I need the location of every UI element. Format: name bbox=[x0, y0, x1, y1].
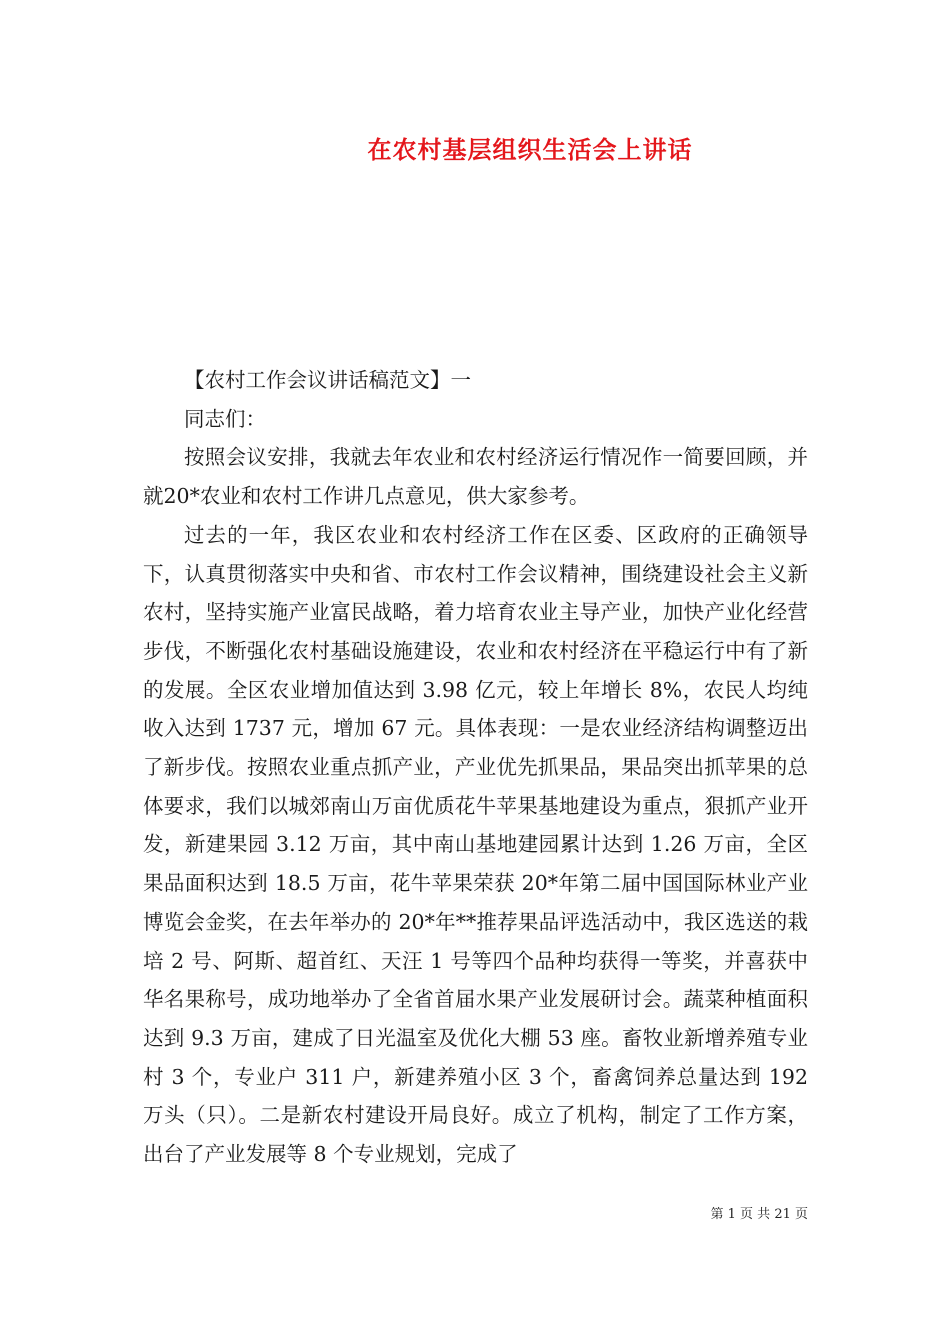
section-heading: 【农村工作会议讲话稿范文】一 bbox=[184, 368, 471, 392]
page-number: 第 1 页 共 21 页 bbox=[710, 1207, 808, 1222]
paragraph: 按照会议安排，我就去年农业和农村经济运行情况作一简要回顾，并就20*农业和农村工作讲几点意见，供大家参考。 bbox=[143, 445, 808, 509]
salutation: 同志们： bbox=[184, 406, 266, 431]
paragraph: 过去的一年，我区农业和农村经济工作在区委、区政府的正确领导下，认真贯彻落实中央和省、市农村工作会议精神，围绕建设社会主义新农村，坚持实施产业富民战略，着力培育农业主导产业，加快产业化经营步伐，不断强化农村基础设施建设，农业和农村经济在平稳运行中有了新的发展。全区农业增加值达到 3.98 亿元，较上年增长 8%，农民人均纯收入达到 1737 元，增加 67 元。具体表现：一是农业经济结构调整迈出了新步伐。按照农业重点抓产业，产业优先抓果品，果品突出抓苹果的总体要求，我们以城郊南山万亩优质花牛苹果基地建设为重点，狠抓产业开发，新建果园 3.12 万亩，其中南山基地建园累计达到 1.26 万亩，全区果品面积达到 18.5 万亩，花牛苹果荣获 20*年第二届中国国际林业产业博览会金奖，在去年举办的 20*年**推荐果品评选活动中，我区选送的栽培 2 号、阿斯、超首红、天汪 1 号等四个品种均获得一等奖，并喜获中华名果称号，成功地举办了全省首届水果产业发展研讨会。蔬菜种植面积达到 9.3 万亩，建成了日光温室及优化大棚 53 座。畜牧业新增养殖专业村 3 个，专业户 311 户，新建养殖小区 3 个，畜禽饲养总量达到 192 万头（只）。二是新农村建设开局良好。成立了机构，制定了工作方案，出台了产业发展等 8 个专业规划，完成了 bbox=[143, 522, 808, 1167]
document-title: 在农村基层组织生活会上讲话 bbox=[367, 136, 693, 164]
document-body bbox=[143, 361, 808, 1174]
